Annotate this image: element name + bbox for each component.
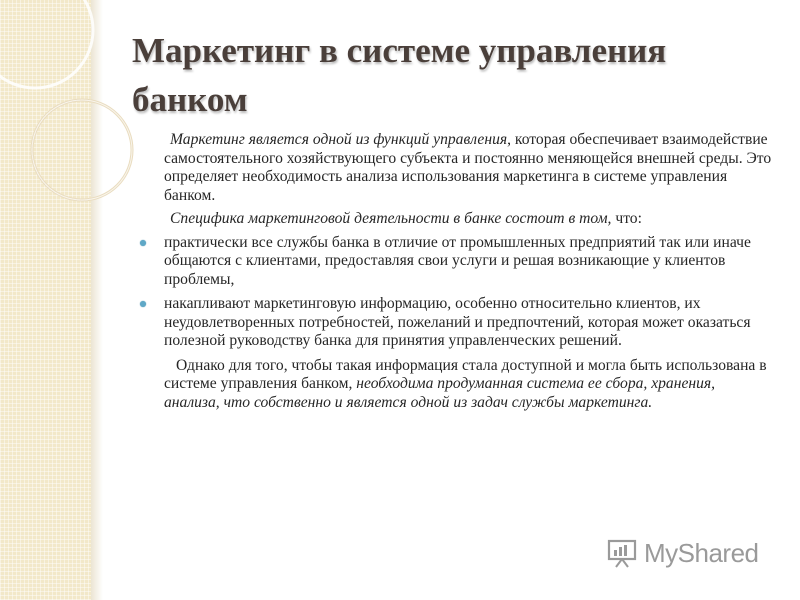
watermark-text: MyShared [644, 537, 759, 568]
specifics-text: что: [611, 210, 642, 227]
bullet-text: практически все службы банка в отличие от промышленных предприятий так или иначе общаются с клиентами, предоставляя свои услуги и решая возникающие у клиентов проблемы, [164, 233, 751, 288]
list-item [164, 295, 774, 351]
intro-text: , которая обеспечивает взаимодействие самостоятельного хозяйствующего субъекта и постоянно меняющейся внешней среды. Это определяет необходимость анализа использования маркетинга в системе управления банком. [164, 131, 772, 204]
paragraph-intro [164, 131, 774, 205]
conclusion-italic: необходима продуманная система ее сбора, хранения, анализа, что собственно и является одной из задач службы маркетинга. [164, 375, 716, 411]
paragraph-conclusion [164, 357, 774, 413]
bullet-text: накапливают маркетинговую информацию, особенно относительно клиентов, их неудовлетворенных потребностей, пожеланий и предпочтений, которая может оказаться полезной руководству банка для принятия управленческих решений. [164, 295, 751, 349]
list-item [164, 234, 774, 290]
bullet-icon [140, 240, 146, 246]
bullet-list [164, 234, 774, 351]
slide-title: Маркетинг в системе управления банком [132, 31, 667, 119]
decorative-circles [0, 0, 140, 260]
watermark [606, 535, 766, 571]
intro-italic: Маркетинг является одной из функций управления [170, 131, 508, 148]
bullet-icon [140, 301, 146, 307]
paragraph-specifics [164, 210, 774, 229]
presentation-board-icon [606, 537, 638, 569]
conclusion-text: Однако для того, чтобы такая информация стала доступной и могла быть использована в системе управления банком, [164, 356, 767, 392]
specifics-italic: Специфика маркетинговой деятельности в банке состоит в том, [170, 210, 612, 227]
slide-body [164, 131, 774, 417]
